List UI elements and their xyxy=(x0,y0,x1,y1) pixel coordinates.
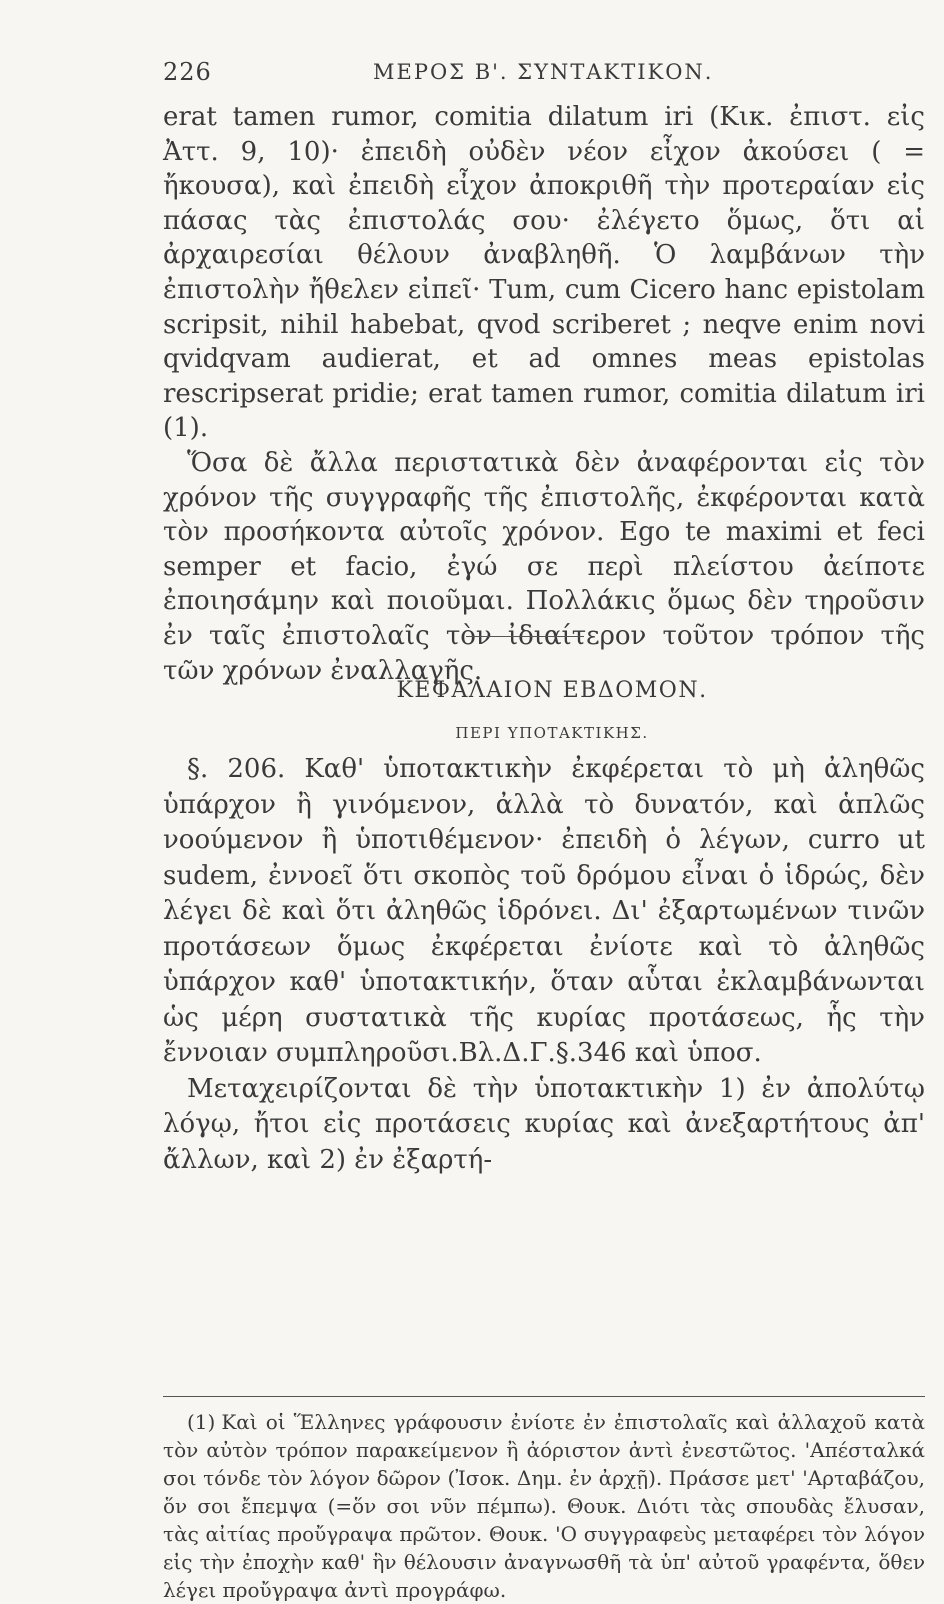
footnote-marker: (1) xyxy=(187,1410,216,1434)
section-text xyxy=(163,752,925,1178)
running-head xyxy=(163,58,763,94)
section-paragraph-1: §. 206. Καθ' ὑποτακτικὴν ἐκφέρεται τὸ μὴ ἀληθῶς ὑπάρχον ἢ γινόμενον, ἀλλὰ τὸ δυνατόν, καὶ ἁπλῶς νοούμενον ἢ ὑποτιθέμενον· ἐπειδὴ ὁ λέγων, curro ut sudem, ἐννοεῖ ὅτι σκοπὸς τοῦ δρόμου εἶναι ὁ ἱδρώς, δὲν λέγει δὲ καὶ ὅτι ἀληθῶς ἱδρόνει. Δι' ἐξαρτωμένων τινῶν προτάσεων ὅμως ἐκφέρεται ἐνίοτε καὶ τὸ ἀληθῶς ὑπάρχον καθ' ὑποτακτικήν, ὅταν αὗται ἐκλαμβάνωνται ὡς μέρη συστατικὰ τῆς κυρίας προτάσεως, ἧς τὴν ἔννοιαν συμπληροῦσι.Βλ.Δ.Γ.§.346 καὶ ὑποσ. xyxy=(163,754,925,1068)
chapter-subtitle: ΠΕΡΙ ΥΠΟΤΑΚΤΙΚΗΣ. xyxy=(455,724,649,742)
footnote-text: Καὶ οἱ Ἕλληνες γράφουσιν ἐνίοτε ἐν ἐπιστολαῖς καὶ ἀλλαχοῦ κατὰ τὸν αὐτὸν τρόπον παρακείμενον ἢ ἀόριστον ἀντὶ ἐνεστῶτος. 'Απέσταλκά σοι τόνδε τὸν λόγον δῶρον (Ἰσοκ. Δημ. ἐν ἀρχῇ). Πράσσε μετ' 'Αρταβάζου, ὅν σοι ἔπεμψα (=ὅν σοι νῦν πέμπω). Θουκ. Διότι τὰς σπουδὰς ἔλυσαν, τὰς αἰτίας προὔγραψα πρῶτον. Θουκ. 'Ο συγγραφεὺς μεταφέρει τὸν λόγον εἰς τὴν ἐποχὴν καθ' ἣν θέλουσιν ἀναγνωσθῆ τὰ ὑπ' αὐτοῦ γραφέντα, ὅθεν λέγει προὔγραψα ἀντὶ προγράφω. xyxy=(163,1410,925,1602)
chapter-title: ΚΕΦΑΛΑΙΟΝ ΕΒΔΟΜΟΝ. xyxy=(396,678,708,703)
body-text xyxy=(163,100,925,688)
footnote xyxy=(163,1408,925,1604)
section-separator xyxy=(466,636,584,637)
section-paragraph-2: Μεταχειρίζονται δὲ τὴν ὑποτακτικὴν 1) ἐν ἀπολύτῳ λόγῳ, ἤτοι εἰς προτάσεις κυρίας καὶ ἀνεξαρτήτους ἀπ' ἄλλων, καὶ 2) ἐν ἐξαρτή- xyxy=(163,1073,925,1175)
footnote-rule xyxy=(163,1396,925,1397)
body-paragraph-2: Ὅσα δὲ ἄλλα περιστατικὰ δὲν ἀναφέρονται εἰς τὸν χρόνον τῆς συγγραφῆς τῆς ἐπιστολῆς, ἐκφέρονται κατὰ τὸν προσήκοντα αὐτοῖς χρόνον. Ego te maximi et feci semper et facio, ἐγώ σε περὶ πλείστου ἀείποτε ἐποιησάμην καὶ ποιοῦμαι. Πολλάκις ὅμως δὲν τηροῦσιν ἐν ταῖς ἐπιστολαῖς τὸν ἰδιαίτερον τοῦτον τρόπον τῆς τῶν χρόνων ἐναλλαγῆς. xyxy=(163,447,925,686)
body-paragraph-1: erat tamen rumor, comitia dilatum iri (Κικ. ἐπιστ. εἰς Ἀττ. 9, 10)· ἐπειδὴ οὐδὲν νέον εἶχον ἀκούσει ( = ἤκουσα), καὶ ἐπειδὴ εἶχον ἀποκριθῆ τὴν προτεραίαν εἰς πάσας τὰς ἐπιστολάς σου· ἐλέγετο ὅμως, ὅτι αἱ ἀρχαιρεσίαι θέλουν ἀναβληθῆ. Ὁ λαμβάνων τὴν ἐπιστολὴν ἤθελεν εἰπεῖ· Tum, cum Cicero hanc epistolam scripsit, nihil habebat, qvod scriberet ; neqve enim novi qvidqvam audierat, et ad omnes meas epistolas rescripserat pridie; erat tamen rumor, comitia dilatum iri (1). xyxy=(163,102,925,444)
running-title: ΜΕΡΟΣ Β'. ΣΥΝΤΑΚΤΙΚΟΝ. xyxy=(373,60,714,84)
page-number: 226 xyxy=(163,58,212,86)
